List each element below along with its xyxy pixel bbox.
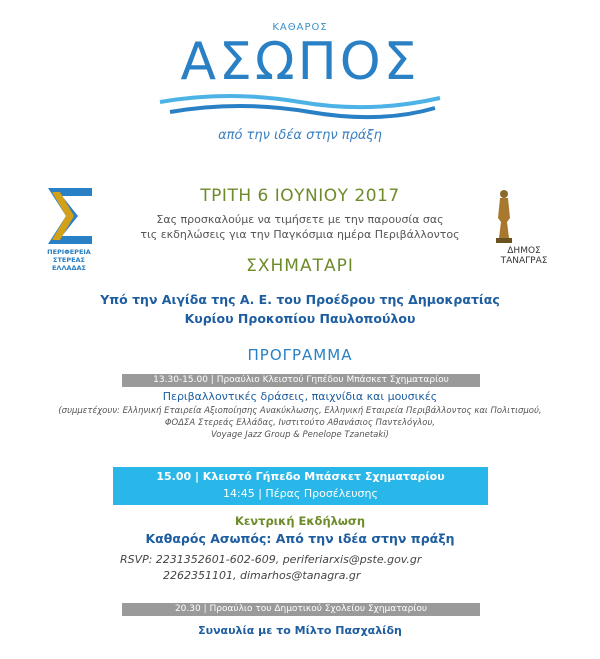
- wave-icon: [150, 88, 450, 124]
- slot2-time-venue: 15.00 | Κλειστό Γήπεδο Μπάσκετ Σχηματαρίου: [156, 470, 445, 483]
- rsvp-line-2: 2262351101, dimarhos@tanagra.gr: [163, 569, 361, 582]
- logo-subtitle: ΚΑΘΑΡΟΣ: [272, 22, 328, 33]
- rsvp-line-1: RSVP: 2231352601-602-609, periferiarxis@pste.gov.gr: [120, 553, 422, 566]
- main-event-title: Καθαρός Ασωπός: Από την ιδέα στην πράξη: [145, 531, 455, 546]
- rsvp-contact: [120, 552, 500, 584]
- slot1-time-bar: 13.30-15.00 | Προαύλιο Κλειστού Γηπέδου Μπάσκετ Σχηματαρίου: [122, 374, 480, 387]
- region-label: ΠΕΡΙΦΕΡΕΙΑ ΣΤΕΡΕΑΣ ΕΛΛΑΔΑΣ: [47, 248, 91, 272]
- invitation-text: Σας προσκαλούμε να τιμήσετε με την παρουσία σας τις εκδηλώσεις για την Παγκόσμια ημέρα Περιβάλλοντος: [140, 213, 460, 241]
- event-date: ΤΡΙΤΗ 6 ΙΟΥΝΙΟΥ 2017: [200, 186, 400, 206]
- slot1-participants: (συμμετέχουν: Ελληνική Εταιρεία Αξιοποίησης Ανακύκλωσης, Ελληνική Εταιρεία Περιβάλλοντος και Πολιτισμού, ΦΟΔΣΑ Στερεάς Ελλάδας, Ινστιτούτο Αθανάσιος Παντελόγλου, Voyage Jazz Group & Penelope Tzanetaki): [58, 406, 542, 440]
- event-place: ΣΧΗΜΑΤΑΡΙ: [246, 256, 354, 276]
- main-event-label: Κεντρική Εκδήλωση: [234, 514, 366, 528]
- program-title: ΠΡΟΓΡΑΜΜΑ: [247, 346, 353, 364]
- slot2-arrival: 14:45 | Πέρας Προσέλευσης: [223, 487, 378, 500]
- logo-tagline: από την ιδέα στην πράξη: [218, 128, 382, 143]
- slot3-time-bar: 20.30 | Προαύλιο του Δημοτικού Σχολείου Σχηματαρίου: [122, 603, 480, 616]
- patronage-text: Υπό την Αιγίδα της Α. Ε. του Προέδρου της Δημοκρατίας Κυρίου Προκοπίου Παυλοπούλου: [100, 292, 500, 326]
- logo-title: ΑΣΩΠΟΣ: [180, 32, 420, 92]
- slot2-highlight-box: [113, 467, 488, 505]
- slot1-title: Περιβαλλοντικές δράσεις, παιχνίδια και μουσικές: [162, 390, 438, 403]
- slot3-title: Συναυλία με το Μίλτο Πασχαλίδη: [198, 624, 402, 637]
- municipality-label: ΔΗΜΟΣ ΤΑΝΑΓΡΑΣ: [500, 246, 548, 266]
